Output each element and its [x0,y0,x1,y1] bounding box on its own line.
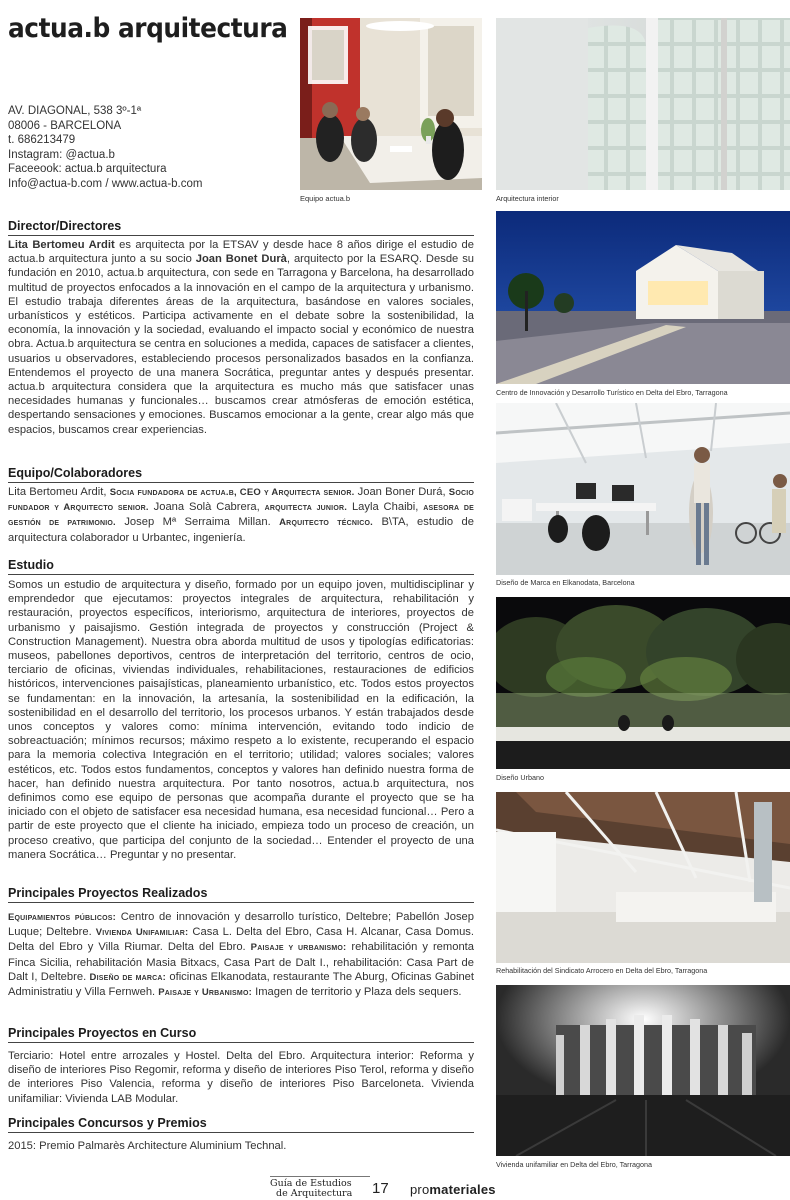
projects-paisaje-urbanismo: Imagen de territorio y Plaza dels sequers. [251,986,462,999]
director-text-2: , arquitecto por la ESARQ. Desde su fundación en 2010, actua.b arquitectura, con sede en Tarragona y Barcelona, ha desarrollado multitud de proyectos enfocados a la innovación en el campo de la arquitectura y urbanismo. El estudio trabaja diferentes áreas de la arquitectura, basándose en valores sociales, urbanísticos y estéticos. Participa activamente en el debate sobre la sostenibilidad, la economía, la innovación y la sociedad, evaluando el impacto social y económico de nuestra obra. Actua.b arquitectura se centra en soluciones a medida, capaces de satisfacer a clientes, usuarios u observadores, estableciendo procesos personalizados basados en la confianza. Entendemos el proyecto de una manera Socrática, preguntar antes y después presentar. actua.b arquitectura considera que la arquitectura es mucho más que satisfacer unas necesidades humanas y funcionales… buscamos crear atmósferas de emoción estética, despertando sensaciones y emociones. Buscamos emocionar a la gente, crear algo más que espacios, buscamos crear experiencias. [8,253,475,436]
member-4-role: asesora de gestión de patrimonio. [8,502,474,529]
caption-diseno-urbano: Diseño Urbano [496,773,544,782]
footer-rule [270,1176,370,1177]
category-paisaje-urbanismo: Paisaje y Urbanismo: [158,987,252,999]
email-web-line[interactable]: Info@actua-b.com / www.actua-b.com [8,177,203,190]
category-paisaje: Paisaje y urbanismo: [250,942,347,954]
director-text-1: es arquitecta por la ETSAV y desde hace 8 años dirige el estudio de actua.b arquitectura junto a su socio [8,239,474,266]
concursos-paragraph: 2015: Premio Palmarès Architecture Aluminium Technal. [8,1140,287,1152]
brand-materiales: materiales [429,1182,496,1197]
photo-elkanodata [496,403,790,575]
section-heading-equipo: Equipo/Colaboradores [8,466,474,483]
director-name-1: Lita Bertomeu Ardit [8,239,115,251]
curso-paragraph: Terciario: Hotel entre arrozales y Hostel. Delta del Ebro. Arquitectura interior: Reforma y diseño de interiores Piso Regomir, reforma y diseño de interiores Piso Terol, reforma y diseño de interiores Piso Valencia, reforma y diseño de interiores Piso Barceloneta. Vivienda unifamiliar: Vivienda LAB Modular. [8,1050,474,1105]
realizados-paragraph [8,910,474,1000]
member-3: Joana Solà Cabrera, [148,501,265,514]
footer-guide-line-1: Guía de Estudios [270,1178,352,1189]
section-heading-concursos: Principales Concursos y Premios [8,1116,474,1133]
projects-equipamientos: Centro de innovación y desarrollo turístico, Deltebre; Pabellón Josep Luque; Deltebre. [8,911,474,939]
collaborators: B\TA, estudio de arquitectura colaborador u Urbantec, ingeniería. [8,516,474,544]
section-heading-estudio: Estudio [8,558,474,575]
footer-brand [410,1182,496,1197]
caption-arquitectura-interior: Arquitectura interior [496,194,559,203]
page-number: 17 [372,1180,389,1197]
city-line: 08006 - BARCELONA [8,119,122,132]
contact-block [8,104,293,191]
projects-paisaje: rehabilitación y remonta Finca Sicilia, rehabilitación Masia Bitxacs, Casa Part de Dalt I., rehabilitación: Casa Part de Dalt I, Deltebre. [8,941,474,983]
instagram-line: Instagram: @actua.b [8,148,115,161]
projects-vivienda: Casa L. Delta del Ebro, Casa H. Alcanar, Casa Domus. Delta del Ebro y Villa Riumar. Delta del Ebro. [8,926,474,954]
director-name-2: Joan Bonet Durà [195,253,287,266]
photo-arquitectura-interior [496,18,790,190]
brand-pro: pro [410,1182,430,1197]
equipo-paragraph [8,485,474,545]
member-4: Layla Chaibi, [347,501,424,514]
member-1-role: Socia fundadora de actua.b, CEO y Arquitecta senior. [109,487,355,498]
section-heading-director: Director/Directores [8,219,474,236]
left-column [8,0,474,1160]
projects-diseno-marca: oficinas Elkanodata, restaurante The Aburg, Oficinas Gabinet Administratiu y Villa Fernweh. [8,970,474,999]
member-2: Joan Boner Durá, [354,486,449,498]
page-footer [270,1176,790,1200]
member-1: Lita Bertomeu Ardit, [8,486,110,498]
photo-centro-innovacion [496,211,790,384]
member-5-role: Arquitecto técnico. [279,517,373,529]
section-heading-realizados: Principales Proyectos Realizados [8,886,474,903]
photo-diseno-urbano [496,597,790,769]
firm-title: actua.b arquitectura [8,13,288,44]
category-vivienda: Vivienda Unifamiliar: [95,927,189,939]
caption-centro-innovacion: Centro de Innovación y Desarrollo Turístico en Delta del Ebro, Tarragona [496,388,728,397]
team-photo-caption: Equipo actua.b [300,194,351,203]
phone-line: t. 686213479 [8,134,76,146]
caption-sindicato-arrocero: Rehabilitación del Sindicato Arrocero en Delta del Ebro, Tarragona [496,966,708,975]
section-heading-curso: Principales Proyectos en Curso [8,1026,474,1043]
address-line: AV. DIAGONAL, 538 3º-1ª [8,105,142,117]
member-2-role: Socio fundador y Arquitecto senior. [8,487,475,514]
estudio-paragraph: Somos un estudio de arquitectura y diseño, formado por un equipo joven, multidisciplinar y emprendedor que ejecutamos: proyectos integrales de arquitectura, rehabilitación y restauración, proyectos específicos, interiorismo, arquitectura de interiores, proyectos de urbanismo y paisajismo. Gestión integrada de proyectos y construcción (Project & Construction Management). Nuestra obra aborda multitud de usos y tipologías edificatorias: museos, pabellones deportivos, centros de interpretación del territorio, centros de ocio, terciario de oficinas, viviendas individuales, rehabilitaciones, restauraciones de edificios históricos, intervenciones paisajísticas, planeamiento urbanístico, etc. Todos estos proyectos se fundamentan: en la innovación, la artesanía, la sostenibilidad en la edificación, la sostenibilidad en el desarrollo del territorio, los procesos urbanos. Y están trabajados desde unos conceptos y valores como: mínima intervención, evitando todo indicio de sobreactuación; mínimos recursos; máximo respeto a lo existente, recuperando el espacio para la memoria colectiva Integración en el territorio; utilidad; valores sociales; valores estéticos, etc. Todos estos fundamentos, conceptos y valores han definido nuestra forma de hacer, han definido nuestra arquitectura. Por tanto nosotros, actua.b arquitectura, nos definimos como ese equipo de personas que acompaña durante el proyecto que se ha iniciado con el objeto de satisfacer esa necesidad humana, esa necesidad funcional… Pero a partir de este proyecto que el cliente ha iniciado, empieza todo un proceso de creación, un proceso creativo, que participa del conjunto de la sociedad… Entender el proyecto de una manera Socrática… Preguntar y no presentar. [8,579,474,861]
footer-guide-line-2: de Arquitectura [276,1187,353,1199]
team-photo [300,18,482,190]
category-equipamientos: Equipamientos públicos: [8,912,116,923]
photo-vivienda-unifamiliar [496,985,790,1156]
director-paragraph [8,238,474,437]
caption-elkanodata: Diseño de Marca en Elkanodata, Barcelona [496,578,635,587]
caption-vivienda-unifamiliar: Vivienda unifamiliar en Delta del Ebro, Tarragona [496,1160,652,1169]
category-diseno-marca: Diseño de marca: [89,971,167,983]
facebook-line: Faceeook: actua.b arquitectura [8,163,167,175]
footer-guide-title [270,1179,352,1198]
photo-sindicato-arrocero [496,792,790,963]
member-5: Josep Mª Serraima Millan. [115,516,280,529]
member-3-role: arquitecta junior. [264,502,348,514]
